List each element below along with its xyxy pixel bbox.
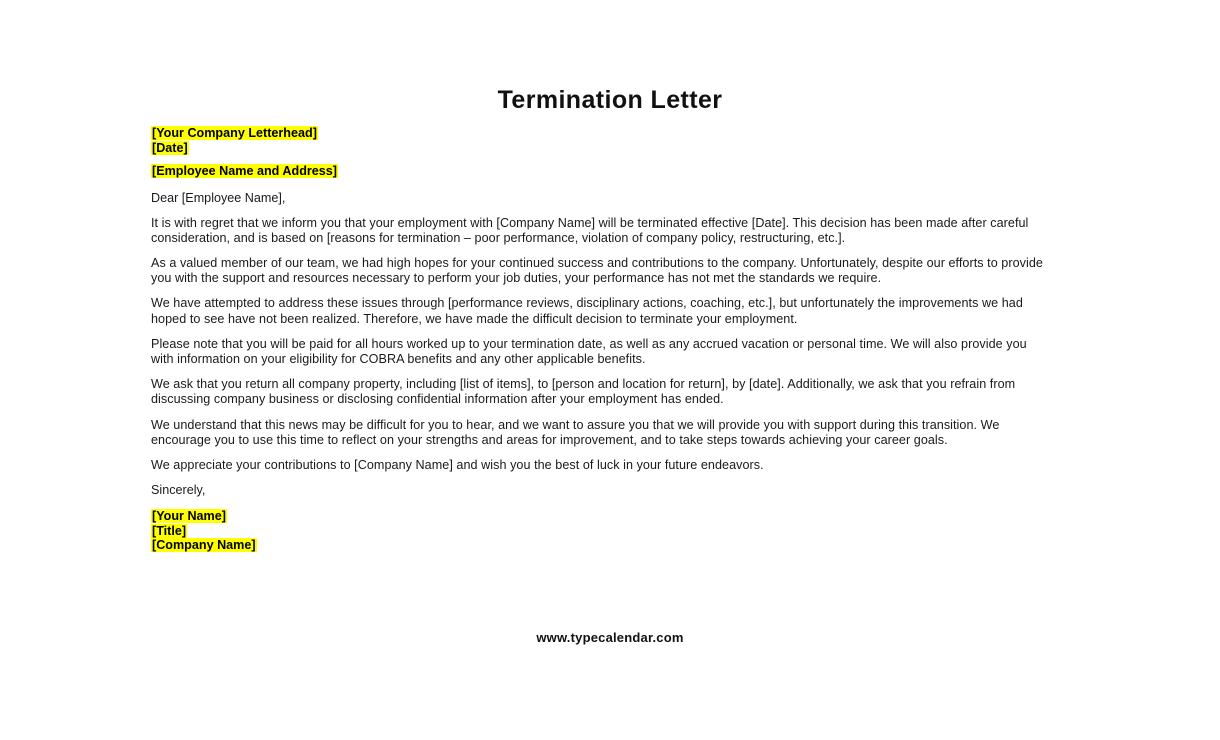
signer-name-highlight: [Your Name] bbox=[152, 509, 226, 524]
signer-title-highlight: [Title] bbox=[152, 523, 187, 538]
signature-block bbox=[151, 509, 1049, 553]
body-paragraph: Please note that you will be paid for all hours worked up to your termination date, as well as any accrued vacation or personal time. We will also provide you with information on your eligibility for COBRA benefits and any other applicable benefits. bbox=[151, 336, 1027, 366]
body-paragraph: As a valued member of our team, we had high hopes for your continued success and contributions to the company. Unfortunately, despite our efforts to provide you with the support and resources necessary to perform your job duties, your performance has not met the standards we require. bbox=[151, 255, 1043, 286]
recipient-highlight: [Employee Name and Address] bbox=[152, 164, 337, 178]
body-paragraph: We ask that you return all company property, including [list of items], to [person and location for return], by [date]. Additionally, we ask that you refrain from discussing company business or disclosing confidential information after your employment has ended. bbox=[151, 377, 1016, 407]
body-paragraph: It is with regret that we inform you that your employment with [Company Name] will be terminated effective [Date]. This decision has been made after careful consideration, and is based on [reasons for termination – poor performance, violation of company policy, restructuring, etc.]. bbox=[151, 215, 1029, 245]
date-highlight: [Date] bbox=[152, 140, 188, 155]
signer-company-placeholder bbox=[151, 538, 1049, 553]
date-placeholder bbox=[151, 141, 1049, 156]
body-paragraph: We appreciate your contributions to [Company Name] and wish you the best of luck in your future endeavors. bbox=[151, 457, 764, 472]
spacer bbox=[151, 179, 1049, 191]
letterhead-placeholder bbox=[151, 126, 1049, 141]
salutation: Dear [Employee Name], bbox=[151, 190, 286, 205]
closing: Sincerely, bbox=[151, 483, 206, 498]
recipient-placeholder bbox=[151, 164, 1049, 179]
letterhead-block bbox=[151, 126, 1049, 155]
page-title: Termination Letter bbox=[497, 85, 723, 114]
letterhead-highlight: [Your Company Letterhead] bbox=[152, 126, 317, 140]
signer-name-placeholder bbox=[151, 509, 1049, 524]
footer-watermark: www.typecalendar.com bbox=[536, 630, 684, 645]
signer-company-highlight: [Company Name] bbox=[152, 538, 256, 553]
recipient-block bbox=[151, 164, 1049, 179]
signer-title-placeholder bbox=[151, 524, 1049, 539]
body-paragraph: We understand that this news may be difficult for you to hear, and we want to assure you that we will provide you with support during this transition. We encourage you to use this time to reflect on your strengths and areas for improvement, and to take steps towards achieving your career goals. bbox=[151, 417, 1000, 447]
body-paragraph: We have attempted to address these issues through [performance reviews, disciplinary actions, coaching, etc.], but unfortunately the improvements we had hoped to see have not been realized. Therefore, we have made the difficult decision to terminate your employment. bbox=[151, 296, 1023, 326]
spacer bbox=[151, 155, 1049, 164]
letter-body bbox=[151, 126, 1049, 553]
